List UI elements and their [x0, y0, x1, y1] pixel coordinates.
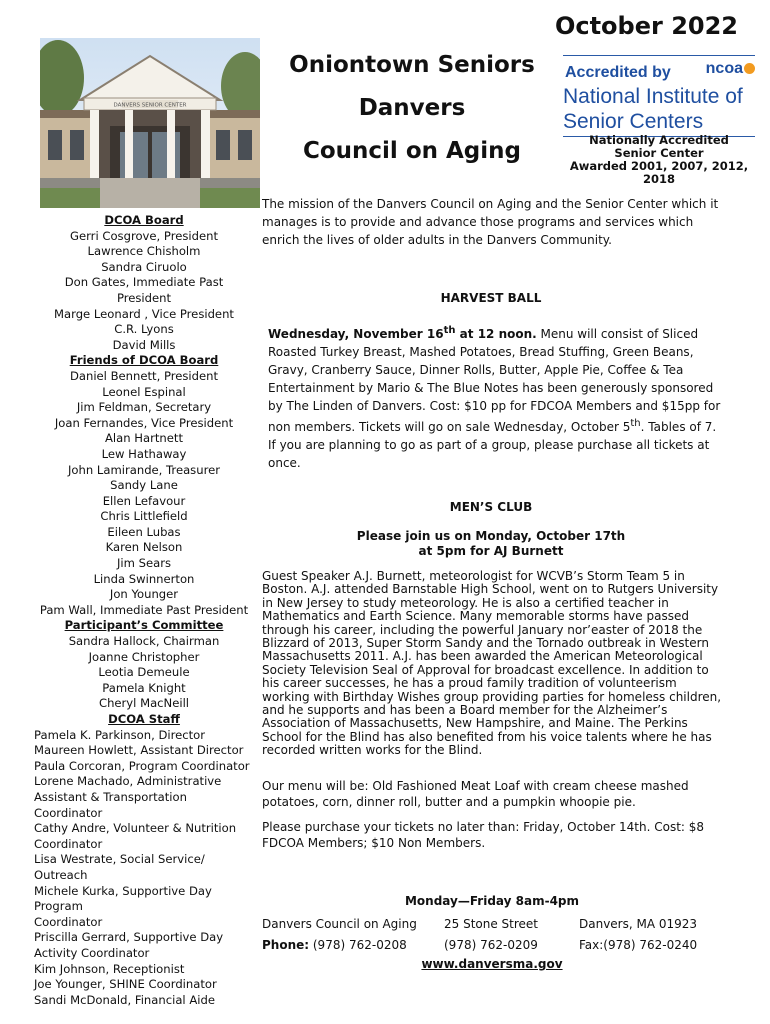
list-item: Lew Hathaway [101, 446, 187, 461]
list-item: Joe Younger, SHINE Coordinator [34, 977, 217, 992]
list-item: John Lamirande, Treasurer [68, 462, 220, 477]
fax-number: Fax:(978) 762-0240 [579, 938, 698, 952]
list-item: Michele Kurka, Supportive Day Program [34, 883, 212, 914]
nisc-line-2: Senior Centers [563, 110, 704, 133]
harvest-ball-heading: HARVEST BALL [440, 291, 542, 305]
staff-heading: DCOA Staff [108, 712, 180, 726]
list-item: Activity Coordinator [34, 945, 150, 960]
list-item: Marge Leonard , Vice President [54, 306, 234, 321]
list-item: Linda Swinnerton [93, 571, 195, 586]
street-address: 25 Stone Street [444, 917, 539, 931]
website-link[interactable]: www.danversma.gov [421, 957, 563, 971]
title-line-1: Oniontown Seniors [289, 52, 535, 78]
accreditation-note-line: Senior Center [614, 146, 704, 160]
harvest-ball-body [268, 322, 722, 472]
list-item: Pam Wall, Immediate Past President [39, 602, 249, 617]
harvest-ball-date-text: Wednesday, November 16 [268, 327, 444, 341]
friends-heading: Friends of DCOA Board [69, 353, 219, 368]
title-line-2: Danvers [358, 95, 466, 121]
harvest-ball-date [268, 327, 537, 341]
list-item: Outreach [34, 867, 88, 882]
newsletter-date: October 2022 [554, 12, 738, 40]
list-item: Coordinator [34, 914, 103, 929]
board-heading: DCOA Board [104, 213, 184, 227]
list-item: Joanne Christopher [88, 649, 200, 664]
mens-club-invite-line: Please join us on Monday, October 17th [356, 529, 626, 543]
harvest-ball-text: Menu will consist of Sliced Roasted Turkey Breast, Mashed Potatoes, Bread Stuffing, Green Beans, Gravy, Cranberry Sauce, Dinner Rolls, Butter, Apple Pie, Coffee & Tea Entertainment by Mario & The Blue Notes has been generously sponsored by The Linden of Danvers. Cost: $10 pp for FDCOA Members and $15pp for non members. Tickets will go on sale Wednesday, October 5 [268, 327, 721, 434]
list-item: Sandy Lane [110, 478, 178, 493]
list-item: Don Gates, Immediate Past President [64, 275, 224, 305]
accreditation-note-line: Awarded 2001, 2007, 2012, [569, 159, 749, 173]
phone-number-2: (978) 762-0209 [444, 938, 538, 952]
org-name: Danvers Council on Aging [262, 917, 417, 931]
title-block [282, 44, 542, 173]
list-item: Leonel Espinal [102, 384, 186, 399]
list-item: Paula Corcoran, Program Coordinator [34, 758, 250, 773]
mens-club-body: Guest Speaker A.J. Burnett, meteorologist for WCVB’s Storm Team 5 in Boston. A.J. attended Barnstable High School, went on to Rutgers University in New Jersey to study meteorology. He is also a certified teacher in Mathematics and Earth Science. Many memorable storms have passed through his career, including the powerful January nor’easter of 2018 the Blizzard of 2013, Super Storm Sandy and the Tornado outbreak in Western Massachusetts 2011. A.J. has been awarded the American Meteorological Society Television Seal of Approval for broadcast excellence. In addition to his career successes, he has a proud family tradition of volunteerism working with Birthday Wishes group providing parties for homeless children, and he supports and has been a Board member for the Alzheimer’s Association of Massachusetts, New Hampshire, and Maine. The Perkins School for the Blind has also benefited from his voice talents where he has recorded written works for the Blind. [262, 569, 722, 758]
phone-line [262, 935, 417, 956]
list-item: Cheryl MacNeill [98, 696, 190, 711]
footer-col-address [444, 914, 538, 956]
friends-list [38, 369, 250, 619]
list-item: Karen Nelson [105, 540, 183, 555]
left-column [34, 213, 250, 1008]
list-item: Pamela K. Parkinson, Director [34, 727, 206, 742]
senior-center-photo [40, 38, 260, 208]
city-state-zip: Danvers, MA 01923 [579, 917, 698, 931]
list-item: Sandra Ciruolo [101, 259, 187, 274]
ordinal-suffix: th [630, 418, 641, 429]
list-item: Sandra Hallock, Chairman [68, 634, 220, 649]
list-item: Coordinator [34, 836, 103, 851]
mens-club-menu: Our menu will be: Old Fashioned Meat Loaf with cream cheese mashed potatoes, corn, dinner roll, butter and a pumpkin whoopie pie. [262, 779, 689, 809]
list-item: Assistant & Transportation Coordinator [34, 789, 187, 820]
list-item: Lawrence Chisholm [87, 244, 201, 259]
list-item: Pamela Knight [102, 680, 186, 695]
ncoa-dot-icon [744, 63, 755, 74]
accreditation-note-line: Nationally Accredited [589, 133, 729, 147]
list-item: Maureen Howlett, Assistant Director [34, 743, 244, 758]
list-item: Jim Sears [116, 556, 172, 571]
committee-heading: Participant’s Committee [64, 618, 224, 633]
mission-statement: The mission of the Danvers Council on Aging and the Senior Center which it manages is to provide and advance those programs and services which enrich the lives of older adults in the Danvers Community. [262, 197, 719, 247]
divider [563, 55, 755, 56]
list-item: Ellen Lefavour [102, 493, 186, 508]
list-item: Eileen Lubas [107, 524, 181, 539]
list-item: David Mills [112, 337, 176, 352]
staff-list [34, 727, 250, 1009]
list-item: Chris Littlefield [100, 509, 188, 524]
board-list [38, 229, 250, 354]
ncoa-logo [706, 60, 755, 78]
nisc-line-1: National Institute of [563, 85, 743, 108]
list-item: Lorene Machado, Administrative [34, 774, 222, 789]
list-item: Leotia Demeule [98, 665, 190, 680]
list-item: Alan Hartnett [105, 431, 183, 446]
mens-club-tickets: Please purchase your tickets no later than: Friday, October 14th. Cost: $8 FDCOA Members; $10 Non Members. [262, 820, 705, 850]
list-item: Priscilla Gerrard, Supportive Day [34, 930, 224, 945]
accreditation-note [566, 134, 752, 186]
ordinal-suffix: th [443, 325, 456, 336]
list-item: Joan Fernandes, Vice President [54, 415, 234, 430]
footer-col-org [262, 914, 417, 956]
office-hours: Monday—Friday 8am-4pm [404, 894, 580, 908]
mens-club-invite [262, 529, 720, 559]
photo-sign-text: DANVERS SENIOR CENTER [113, 102, 187, 109]
list-item: C.R. Lyons [114, 322, 174, 337]
harvest-ball-time: at 12 noon. [455, 327, 537, 341]
footer-col-city [579, 914, 697, 956]
ncoa-logo-text: ncoa [705, 60, 743, 77]
list-item: Cathy Andre, Volunteer & Nutrition [34, 821, 237, 836]
list-item: Sandi McDonald, Financial Aide [34, 992, 215, 1007]
title-line-3: Council on Aging [302, 138, 521, 164]
harvest-ball-text: . Tables of 7. If you are planning to go as part of a group, please purchase all tickets at once. [268, 420, 717, 470]
committee-list [38, 634, 250, 712]
phone-number: (978) 762-0208 [309, 938, 407, 952]
phone-label: Phone: [262, 938, 310, 952]
accredited-by-label: Accredited by [565, 64, 671, 81]
list-item: Jim Feldman, Secretary [76, 400, 212, 415]
accreditation-logo [563, 55, 755, 137]
accreditation-note-line: 2018 [642, 172, 675, 186]
list-item: Lisa Westrate, Social Service/ [34, 852, 205, 867]
list-item: Daniel Bennett, President [69, 368, 219, 383]
list-item: Gerri Cosgrove, President [70, 228, 218, 243]
mens-club-invite-line: at 5pm for AJ Burnett [418, 544, 564, 558]
list-item: Jon Younger [109, 587, 179, 602]
list-item: Kim Johnson, Receptionist [34, 961, 185, 976]
mens-club-heading: MEN’S CLUB [449, 500, 533, 514]
